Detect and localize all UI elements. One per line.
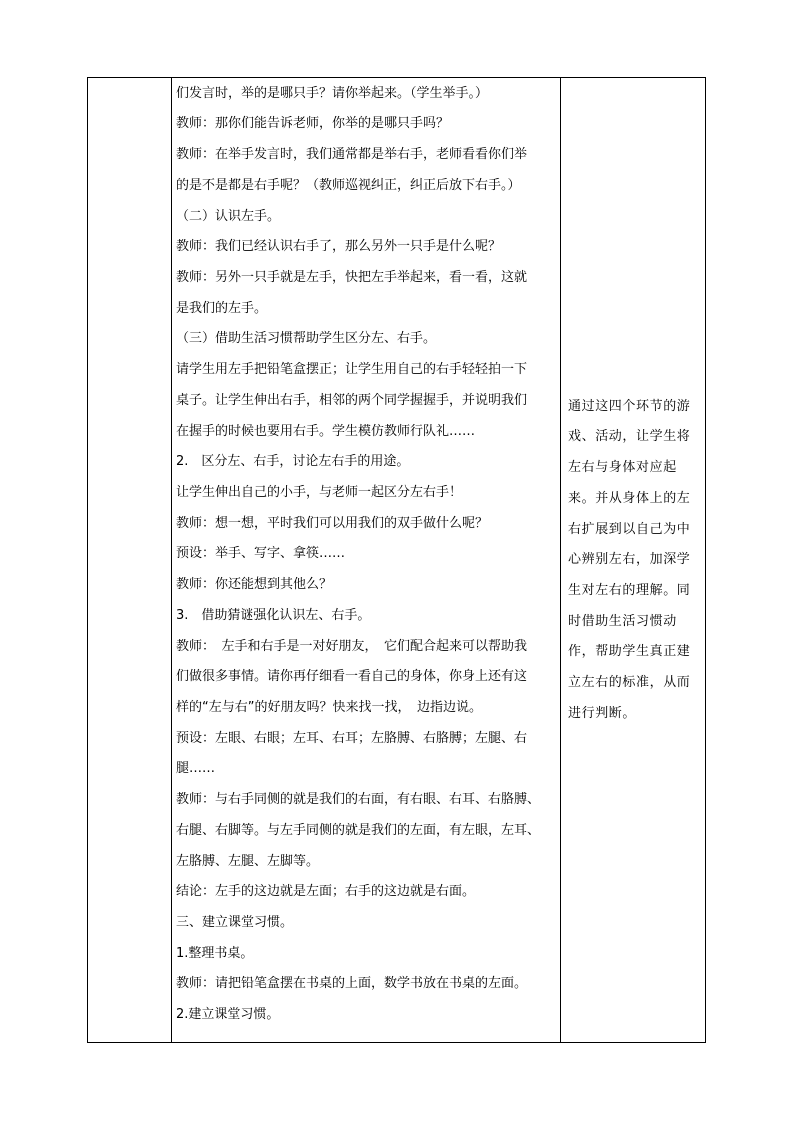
text-line: 2.建立课堂习惯。 — [176, 1007, 280, 1022]
text-line: 的是不是都是右手呢？（教师巡视纠正，纠正后放下右手。） — [176, 178, 521, 193]
note-line: 立左右的标准，从而 — [568, 675, 691, 690]
section-heading: （三）借助生活习惯帮助学生区分左、右手。 — [176, 331, 437, 346]
note-line: 时借助生活习惯动 — [568, 614, 677, 629]
text-line: 左胳膊、左腿、左脚等。 — [176, 854, 320, 869]
text-line: 们发言时，举的是哪只手？请你举起来。（学生举手。） — [176, 86, 489, 101]
text-line: 右腿、右脚等。与左手同侧的就是我们的左面，有左眼，左耳、 — [176, 823, 541, 838]
text-line: 教师：你还能想到其他么？ — [176, 577, 333, 592]
text-line: 结论：左手的这边就是左面；右手的这边就是右面。 — [176, 884, 476, 899]
text-line: 教师：我们已经认识右手了，那么另外一只手是什么呢？ — [176, 239, 502, 254]
text-line: 1.整理书桌。 — [176, 946, 254, 961]
note-line: 戏、活动，让学生将 — [568, 429, 691, 444]
column-divider-right — [560, 78, 561, 1042]
note-line: 生对左右的理解。同 — [568, 583, 691, 598]
text-line: 预设：举手、写字、拿筷…… — [176, 546, 346, 561]
note-line: 通过这四个环节的游 — [568, 399, 691, 414]
text-line: 在握手的时候也要用右手。学生模仿教师行队礼…… — [176, 424, 476, 439]
note-line: 心辨别左右，加深学 — [568, 552, 691, 567]
note-line: 进行判断。 — [568, 706, 637, 721]
text-line: 样的“左与右”的好朋友吗？快来找一找， 边指边说。 — [176, 700, 482, 715]
text-line: 教师：想一想，平时我们可以用我们的双手做什么呢？ — [176, 516, 489, 531]
section-heading: 3. 借助猜谜强化认识左、右手。 — [176, 608, 371, 623]
text-line: 腿…… — [176, 761, 216, 776]
text-line: 预设：左眼、右眼；左耳、右耳；左胳膊、右胳膊；左腿、右 — [176, 731, 528, 746]
text-line: 教师：那你们能告诉老师，你举的是哪只手吗？ — [176, 116, 450, 131]
note-line: 来。并从身体上的左 — [568, 491, 691, 506]
text-line: 教师：在举手发言时，我们通常都是举右手，老师看看你们举 — [176, 147, 528, 162]
text-line: 请学生用左手把铅笔盒摆正；让学生用自己的右手轻轻拍一下 — [176, 362, 528, 377]
text-line: 是我们的左手。 — [176, 301, 268, 316]
section-heading: （二）认识左手。 — [176, 209, 281, 224]
section-heading: 2. 区分左、右手，讨论左右手的用途。 — [176, 454, 410, 469]
section-heading: 三、建立课堂习惯。 — [176, 915, 294, 930]
text-line: 让学生伸出自己的小手，与老师一起区分左右手！ — [176, 485, 463, 500]
text-line: 们做很多事情。请你再仔细看一看自己的身体，你身上还有这 — [176, 669, 528, 684]
text-line: 桌子。让学生伸出右手，相邻的两个同学握握手，并说明我们 — [176, 393, 528, 408]
text-line: 教师： 左手和右手是一对好朋友， 它们配合起来可以帮助我 — [176, 639, 528, 654]
column-divider-left — [171, 78, 172, 1042]
note-line: 作，帮助学生真正建 — [568, 644, 691, 659]
note-line: 右扩展到以自己为中 — [568, 522, 691, 537]
lesson-table — [87, 77, 706, 1043]
note-line: 左右与身体对应起 — [568, 460, 677, 475]
text-line: 教师：另外一只手就是左手，快把左手举起来，看一看，这就 — [176, 270, 528, 285]
text-line: 教师：与右手同侧的就是我们的右面，有右眼、右耳、右胳膊、 — [176, 792, 541, 807]
text-line: 教师：请把铅笔盒摆在书桌的上面，数学书放在书桌的左面。 — [176, 976, 528, 991]
